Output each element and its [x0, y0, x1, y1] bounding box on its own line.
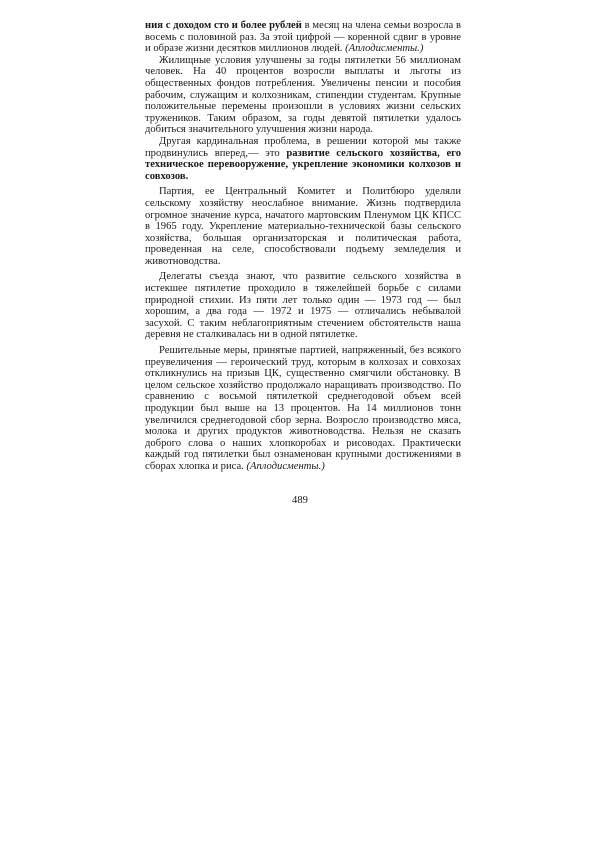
- body-text: Другая кардинальная проблема, в решении которой мы также продвинулись вперед,— это: [145, 135, 461, 159]
- bold-text: ния с доходом сто и более рублей: [145, 20, 302, 31]
- body-text: Жилищные условия улучшены за годы пятилетки 56 миллионам человек. На 40 процентов возросли выплаты и льготы из общественных фондов потребления. Увеличены пенсии и пособия рабочим, служащим и колхозникам, стипендии студентам. Крупные положительные перемены произошли в условиях жизни сельских тружеников. Таким образом, за годы девятой пятилетки удалось добиться значительного улучшения жизни народа.: [145, 54, 461, 136]
- document-page: [145, 20, 461, 473]
- applause-note: (Аплодисменты.): [246, 460, 325, 472]
- paragraph-2: [145, 55, 461, 136]
- bold-text: развитие сельского хозяйства, его техническое перевооружение, укрепление экономики колхозов и совхозов.: [145, 147, 462, 182]
- paragraph-1: [145, 20, 461, 55]
- paragraph-4: [145, 186, 461, 267]
- page-number: 489: [292, 495, 308, 506]
- body-text: в месяц на члена семьи возросла в восемь с половиной раз. За этой цифрой — коренной сдвиг в уровне и образе жизни десятков миллионов людей.: [145, 20, 462, 55]
- body-text: Партия, ее Центральный Комитет и Политбюро уделяли сельскому хозяйству неослабное внимание. Жизнь подтвердила огромное значение курса, начатого мартовским Пленумом ЦК КПСС в 1965 году. Укрепление материально-технической базы сельского хозяйства, большая организаторская и политическая работа, проведенная на селе, способствовали подъему земледелия и животноводства.: [145, 186, 461, 267]
- body-text: Решительные меры, принятые партией, напряженный, без всякого преувеличения — героический труд, которым в колхозах и совхозах откликнулись на призыв ЦК, существенно смягчили обстановку. В целом сельское хозяйство продолжало наращивать производство. По сравнению с восьмой пятилеткой среднегодовой объем всей продукции был выше на 13 процентов. На 14 миллионов тонн увеличился среднегодовой сбор зерна. Возросло производство мяса, молока и других продуктов животноводства. Нельзя не сказать доброго слова о наших хлопкоробах и рисоводах. Практически каждый год пятилетки был ознаменован крупными достижениями в сборах хлопка и риса.: [145, 345, 461, 472]
- paragraph-3: [145, 136, 461, 182]
- paragraph-6: [145, 345, 461, 473]
- body-text: Делегаты съезда знают, что развитие сельского хозяйства в истекшее пятилетие проходило в тяжелейшей борьбе с силами природной стихии. Из пяти лет только один — 1973 год — был хорошим, а два года — 1972 и 1975 — отличались небывалой засухой. С таким неблагоприятным стечением обстоятельств наша деревня не сталкивалась ни в одной пятилетке.: [145, 271, 461, 341]
- applause-note: (Аплодисменты.): [345, 43, 424, 55]
- paragraph-5: [145, 271, 461, 341]
